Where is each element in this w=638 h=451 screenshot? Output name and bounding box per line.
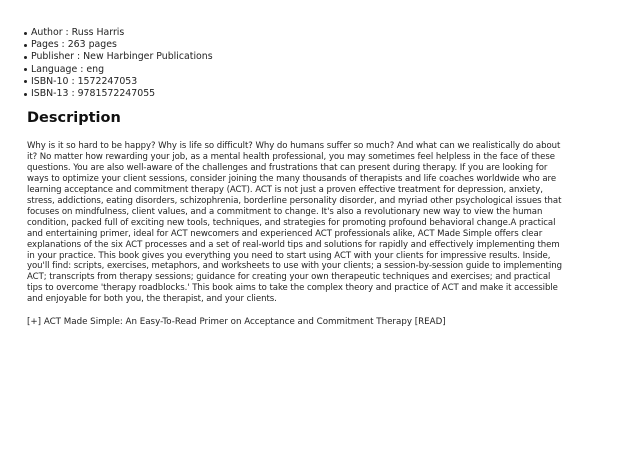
description-line: stress, addictions, eating disorders, schizophrenia, borderline personality disorder, and myriad other psychological issues that [27, 195, 562, 206]
description-line: you'll find: scripts, exercises, metaphors, and worksheets to use with your clients; a session-by-session guide to implementing [27, 261, 563, 272]
book-detail-language [22, 64, 213, 76]
description-line: focuses on mindfulness, client values, and a commitment to change. It's also a revolutionary new way to view the human [27, 206, 543, 217]
description-line: explanations of the six ACT processes and a set of real-world tips and solutions for rapidly and effectively implementing them [27, 239, 560, 250]
description-line: questions. You are also well-aware of the challenges and frustrations that can present during therapy. If you are looking for [27, 162, 548, 173]
description-line: condition, packed full of exciting new tools, techniques, and strategies for promoting profound behavioral change.A practical [27, 217, 556, 228]
book-detail-text: ISBN-10 : 1572247053 [31, 75, 138, 87]
bullet-icon [24, 68, 27, 71]
bullet-icon [24, 93, 27, 96]
bullet-icon [24, 44, 27, 47]
book-detail-isbn13 [22, 88, 213, 100]
description-line: learning acceptance and commitment therapy (ACT). ACT is not just a proven effective treatment for depression, anxiety, [27, 184, 543, 195]
description-heading: Description [27, 110, 121, 126]
book-detail-author [22, 27, 213, 39]
book-details-list [22, 27, 213, 100]
book-detail-pages [22, 39, 213, 51]
bullet-icon [24, 80, 27, 83]
description-line: in your practice. This book gives you everything you need to start using ACT with your clients for impressive results. Inside, [27, 250, 551, 261]
bullet-icon [24, 32, 27, 35]
book-detail-text: Author : Russ Harris [31, 27, 125, 38]
description-line: tips to overcome 'therapy roadblocks.' This book aims to take the complex theory and practice of ACT and make it accessible [27, 283, 558, 294]
description-line: ACT; transcripts from therapy sessions; guidance for creating your own therapeutic techniques and exercises; and practical [27, 272, 551, 283]
description-line: Why is it so hard to be happy? Why is life so difficult? Why do humans suffer so much? And what can we realistically do about [27, 141, 561, 151]
book-detail-isbn10 [22, 76, 213, 88]
book-detail-text: Pages : 263 pages [31, 39, 117, 51]
book-detail-text: Language : eng [31, 63, 105, 75]
description-line: and entertaining primer, ideal for ACT newcomers and experienced ACT professionals alike, ACT Made Simple offers clear [27, 228, 543, 239]
book-detail-publisher [22, 51, 213, 63]
description-body [27, 141, 611, 305]
read-book-link[interactable]: [+] ACT Made Simple: An Easy-To-Read Primer on Acceptance and Commitment Therapy [READ] [27, 317, 446, 327]
description-line: and enjoyable for both you, the therapist, and your clients. [27, 294, 277, 305]
book-detail-text: Publisher : New Harbinger Publications [31, 51, 213, 63]
book-detail-text: ISBN-13 : 9781572247055 [31, 88, 156, 100]
description-line: it? No matter how rewarding your job, as a mental health professional, you may sometimes feel helpless in the face of these [27, 151, 555, 162]
description-line: ways to optimize your client sessions, consider joining the many thousands of therapists and life coaches worldwide who are [27, 173, 557, 184]
bullet-icon [24, 56, 27, 59]
